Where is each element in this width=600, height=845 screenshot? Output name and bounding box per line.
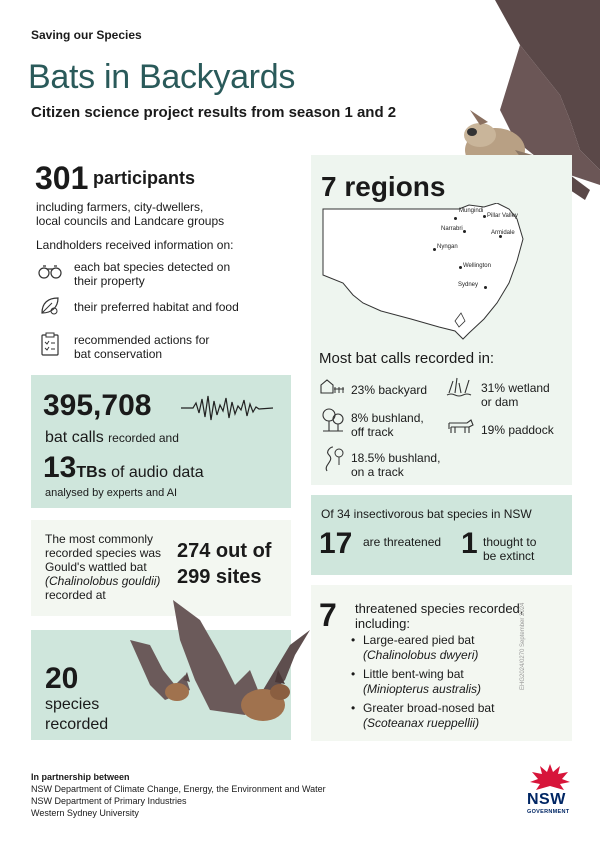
nsw-logo-sub: GOVERNMENT xyxy=(527,809,570,815)
partner-3: Western Sydney University xyxy=(31,808,139,818)
location-backyard-line1: 23% backyard xyxy=(351,383,428,397)
participants-desc-2: local councils and Landcare groups xyxy=(36,214,225,228)
species-common-name: • Large-eared pied bat xyxy=(363,633,475,647)
species-scientific-name: (Chalinolobus dwyeri) xyxy=(363,648,479,662)
regions-panel xyxy=(311,155,572,485)
location-bushland-line2: off track xyxy=(351,425,394,439)
page-title: Bats in Backyards xyxy=(28,58,296,96)
common-line-5: recorded at xyxy=(45,588,106,602)
info-item-1-line1: each bat species detected on xyxy=(74,260,231,274)
participants-desc-1: including farmers, city-dwellers, xyxy=(36,200,204,214)
town-armidale: Armidale xyxy=(491,230,515,236)
bat-calls-label-big: bat calls xyxy=(45,429,104,446)
species-scientific-name: (Miniopterus australis) xyxy=(363,682,482,696)
threatened-count-label: are threatened xyxy=(363,535,442,549)
partner-2: NSW Department of Primary Industries xyxy=(31,796,187,806)
location-bushland-line1: 8% bushland, xyxy=(351,411,424,425)
common-line-1: The most commonly xyxy=(45,532,154,546)
bushland-icon xyxy=(321,407,345,433)
list-item xyxy=(349,667,564,697)
bat-calls-panel xyxy=(31,375,291,508)
common-stat-1: 274 out of xyxy=(177,540,272,562)
threatened-species-number: 7 xyxy=(319,597,337,633)
species-common-name: • Greater broad-nosed bat xyxy=(363,701,495,715)
town-mungindi: Mungindi xyxy=(459,208,484,214)
footer-heading: In partnership between xyxy=(31,772,130,782)
species-common-name: • Little bent-wing bat xyxy=(363,667,464,681)
threatened-species-panel xyxy=(311,585,572,741)
species-count-line1: species xyxy=(45,696,100,713)
nsw-waratah-logo xyxy=(526,762,574,792)
threatened-species-line2: including: xyxy=(355,616,410,631)
extinct-count-number: 1 xyxy=(461,527,478,560)
soundwave-icon xyxy=(181,393,273,423)
insectivorous-heading: Of 34 insectivorous bat species in NSW xyxy=(321,507,532,521)
town-narrabri: Narrabri xyxy=(441,226,463,232)
track-icon xyxy=(321,445,345,473)
location-paddock-line1: 19% paddock xyxy=(481,423,554,437)
common-line-2: recorded species was xyxy=(45,546,162,560)
list-item xyxy=(349,633,564,663)
analysed-by: analysed by experts and AI xyxy=(45,487,178,499)
threatened-species-list xyxy=(349,633,564,735)
extinct-line-1: thought to xyxy=(483,535,537,549)
flying-bats-illustration xyxy=(125,600,310,735)
audio-data-number: 13 xyxy=(43,451,77,484)
binoculars-icon xyxy=(37,262,63,280)
locations-heading: Most bat calls recorded in: xyxy=(319,350,495,367)
species-scientific-name: (Scoteanax rueppellii) xyxy=(363,716,480,730)
bat-calls-label-small: recorded and xyxy=(108,431,179,445)
town-wellington: Wellington xyxy=(463,263,491,269)
cow-icon xyxy=(445,415,475,437)
backyard-icon xyxy=(319,375,345,397)
common-stat-2: 299 sites xyxy=(177,566,262,588)
location-track-line1: 18.5% bushland, xyxy=(351,451,441,465)
wetland-icon xyxy=(445,375,475,399)
publication-code: EHG2024/0270 September 2024 xyxy=(520,602,526,690)
bat-calls-label xyxy=(45,429,179,447)
town-nyngan: Nyngan xyxy=(437,244,458,250)
info-heading: Landholders received information on: xyxy=(36,238,234,252)
town-sydney: Sydney xyxy=(458,282,479,288)
list-item xyxy=(349,701,564,731)
info-item-3-line1: recommended actions for xyxy=(74,333,210,347)
audio-data-label: of audio data xyxy=(111,464,204,481)
species-count-line2: recorded xyxy=(45,716,109,733)
species-count-number: 20 xyxy=(45,662,79,695)
location-wetland-line1: 31% wetland xyxy=(481,381,550,395)
habitat-leaf-icon xyxy=(38,295,62,317)
bat-calls-number: 395,708 xyxy=(43,389,152,422)
common-species-text xyxy=(45,532,161,602)
audio-data-unit: TBs xyxy=(76,464,107,481)
common-line-3: Gould's wattled bat xyxy=(45,560,147,574)
regions-title: 7 regions xyxy=(321,171,446,202)
info-item-3-line2: bat conservation xyxy=(74,347,163,361)
extinct-line-2: be extinct xyxy=(483,549,535,563)
info-item-1-line2: their property xyxy=(74,274,145,288)
nsw-logo-word: NSW xyxy=(527,791,566,808)
audio-data-line xyxy=(43,451,204,485)
location-wetland-line2: or dam xyxy=(481,395,519,409)
kicker: Saving our Species xyxy=(31,28,142,42)
insectivorous-panel xyxy=(311,495,572,575)
partner-1: NSW Department of Climate Change, Energy, the Environment and Water xyxy=(31,784,326,794)
nsw-map xyxy=(319,203,534,343)
participants-label: participants xyxy=(93,168,196,188)
info-item-2-line1: their preferred habitat and food xyxy=(74,300,239,314)
common-line-4: (Chalinolobus gouldii) xyxy=(45,574,161,588)
threatened-count-number: 17 xyxy=(319,527,353,560)
town-pillar-valley: Pillar Valley xyxy=(487,213,518,219)
threatened-species-line1: threatened species recorded, xyxy=(355,601,524,616)
participants-number: 301 xyxy=(35,160,89,196)
location-track-line2: on a track xyxy=(351,465,404,479)
checklist-icon xyxy=(40,332,60,356)
page-subtitle: Citizen science project results from season 1 and 2 xyxy=(31,104,397,121)
